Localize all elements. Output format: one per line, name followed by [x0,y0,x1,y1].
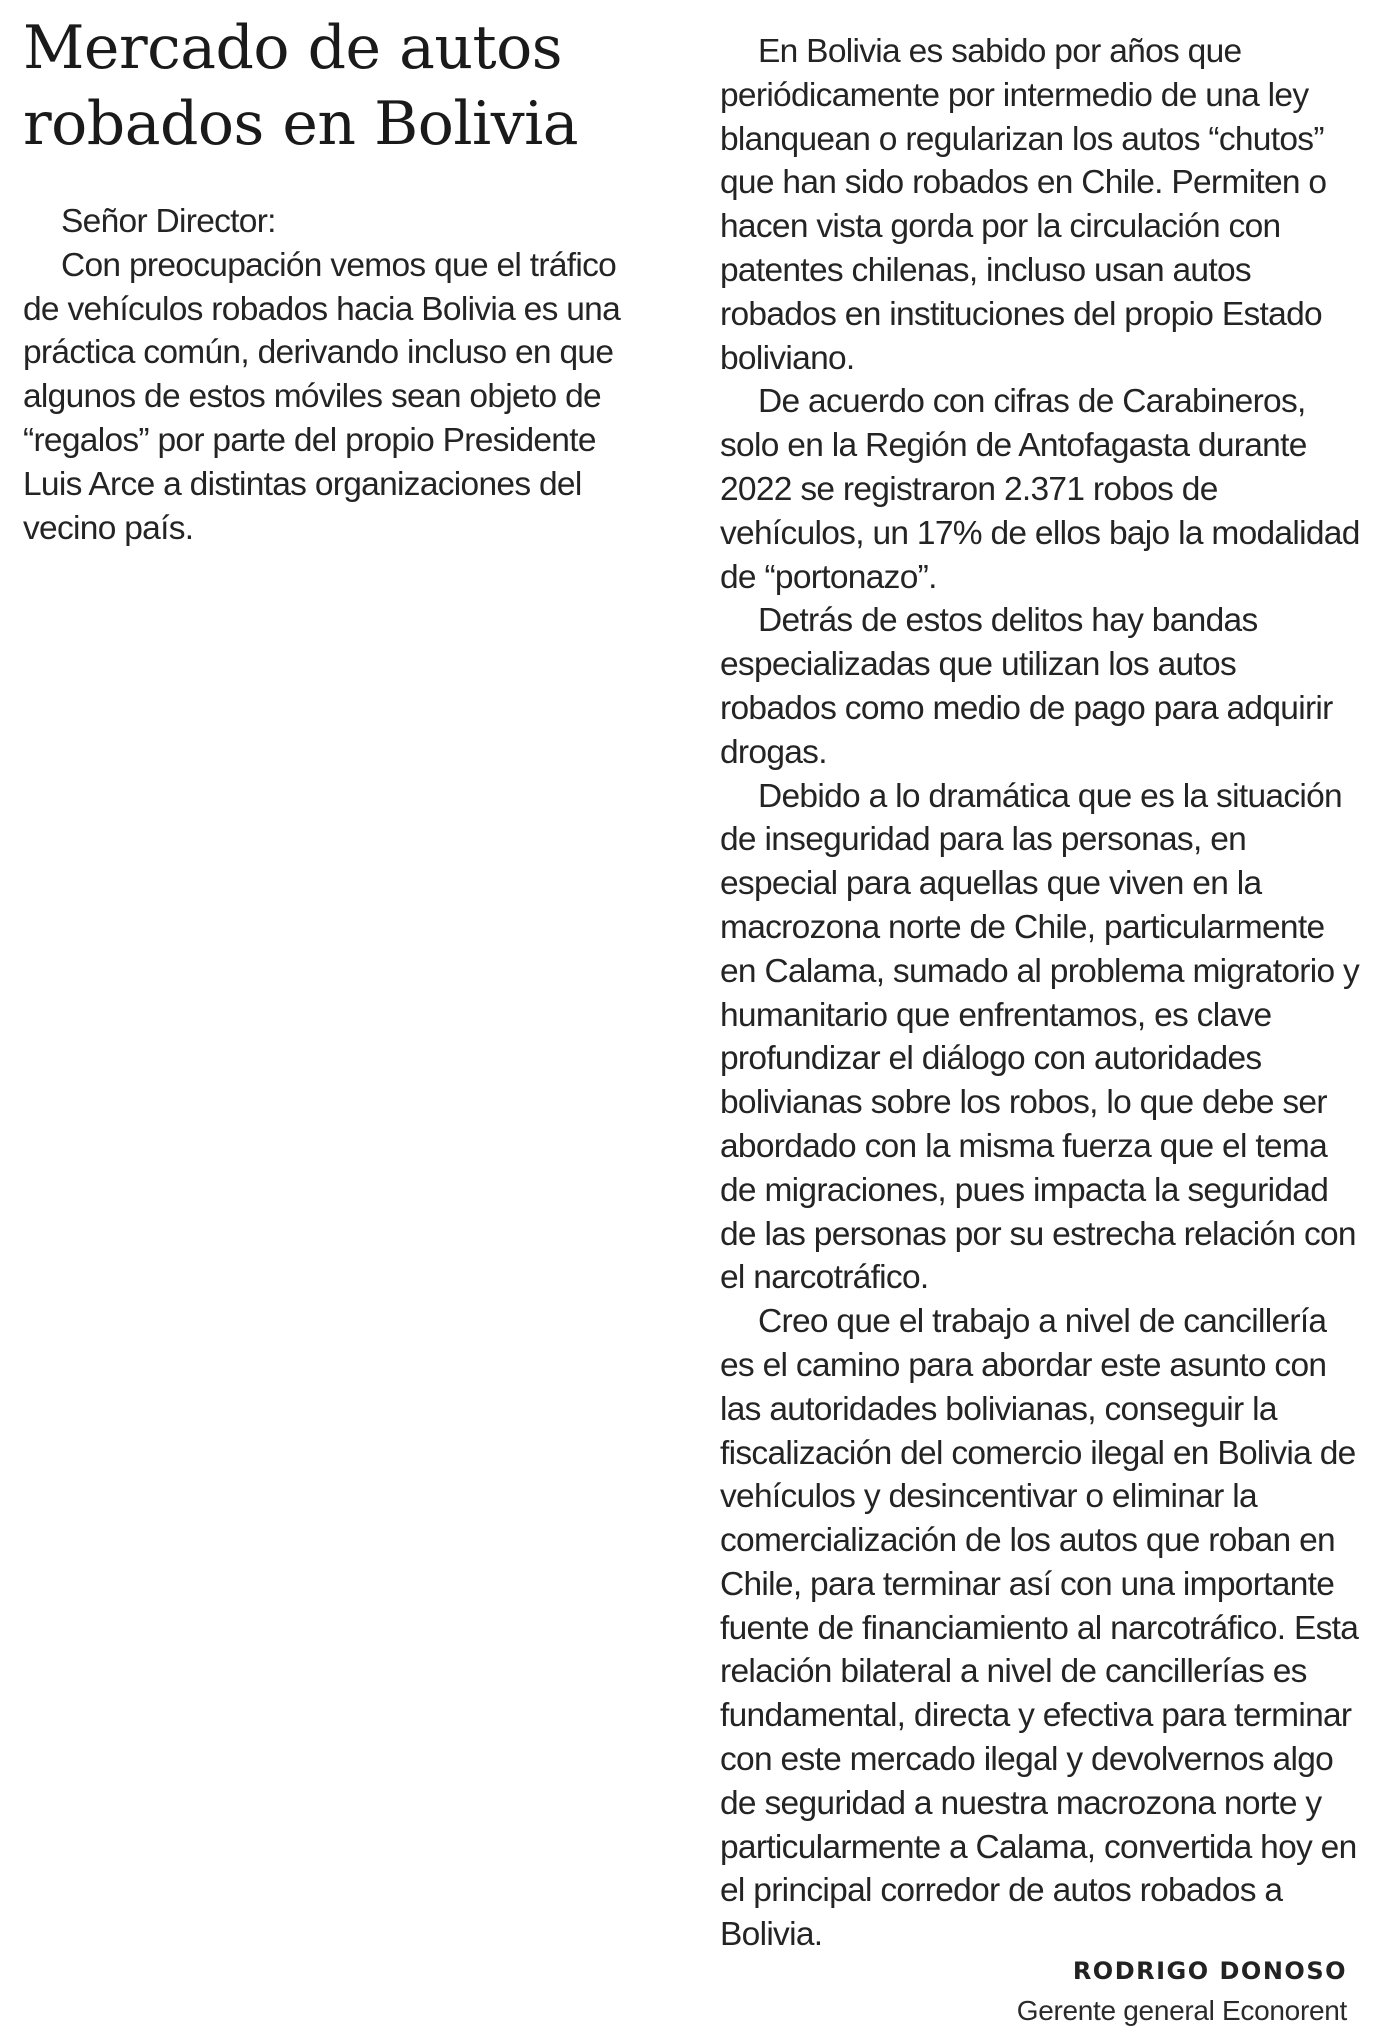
left-column [23,10,633,550]
headline: Mercado de autos robados en Bolivia [23,13,579,159]
right-column [720,30,1360,1957]
paragraph-5: Debido a lo dramática que es la situación de inseguridad para las personas, en especial para aquellas que viven en la macrozona norte de Chile, particularmente en Calama, sumado al problema migratorio y humanitario que enfrentamos, es clave profundizar el diálogo con autoridades bolivianas sobre los robos, lo que debe ser abordado con la misma fuerza que el tema de migraciones, pues impacta la seguridad de las personas por su estrecha relación con el narcotráfico. [720,777,1360,1297]
paragraph-1: Con preocupación vemos que el tráfico de vehículos robados hacia Bolivia es una práctica común, derivando incluso en que algunos de estos móviles sean objeto de “regalos” por parte del propio Presidente Luis Arce a distintas organizaciones del vecino país. [23,246,621,547]
paragraph-2: En Bolivia es sabido por años que periódicamente por intermedio de una ley blanquean o regularizan los autos “chutos” que han sido robados en Chile. Permiten o hacen vista gorda por la circulación con patentes chilenas, incluso usan autos robados en instituciones del propio Estado boliviano. [720,33,1327,377]
paragraph-3: De acuerdo con cifras de Carabineros, solo en la Región de Antofagasta durante 2022 se registraron 2.371 robos de vehículos, un 17% de ellos bajo la modalidad de “portonazo”. [720,383,1360,596]
author-name: RODRIGO DONOSO [1072,1957,1347,1985]
paragraph-6: Creo que el trabajo a nivel de cancillería es el camino para abordar este asunto con las autoridades bolivianas, conseguir la fiscalización del comercio ilegal en Bolivia de vehículos y desincentivar o eliminar la comercialización de los autos que roban en Chile, para terminar así con una importante fuente de financiamiento al narcotráfico. Esta relación bilateral a nivel de cancillerías es fundamental, directa y efectiva para terminar con este mercado ilegal y devolvernos algo de seguridad a nuestra macrozona norte y particularmente a Calama, convertida hoy en el principal corredor de autos robados a Bolivia. [720,1303,1359,1954]
letter-body-start [23,200,633,550]
paragraph-4: Detrás de estos delitos hay bandas especializadas que utilizan los autos robados como medio de pago para adquirir drogas. [720,602,1333,771]
signature-block [1017,1954,1347,2032]
salutation: Señor Director: [61,203,276,240]
letter-body-continued [720,30,1360,1957]
author-title: Gerente general Econorent [1016,1995,1347,2026]
